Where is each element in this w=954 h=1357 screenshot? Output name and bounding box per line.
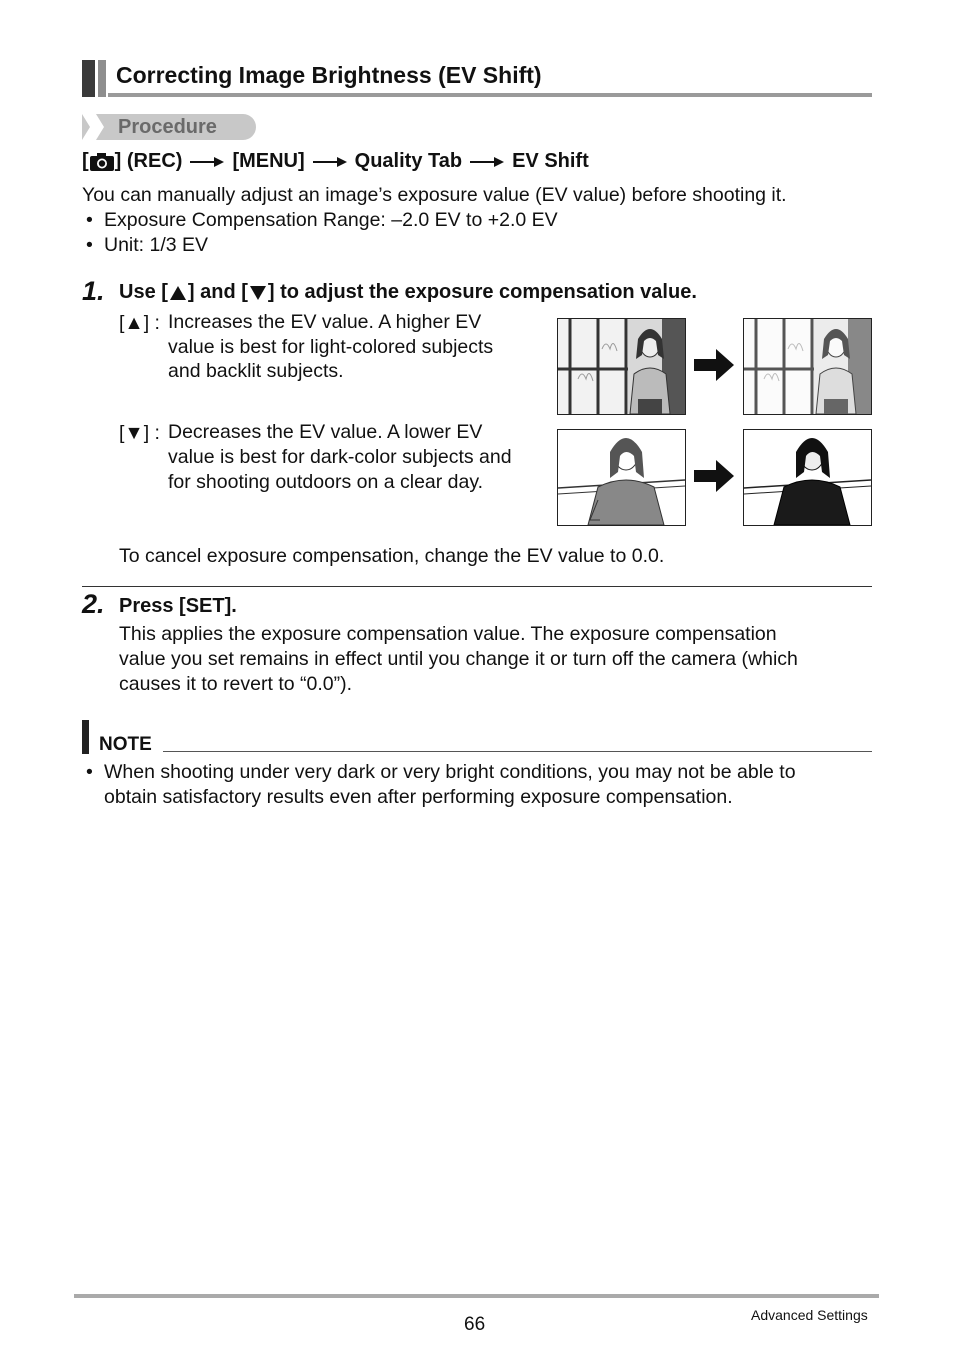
step2-line: value you set remains in effect until you change it or turn off the camera (which [119, 648, 798, 670]
down-triangle-icon [249, 285, 267, 301]
footer-section-name: Advanced Settings [751, 1307, 868, 1323]
photo-bright-after [743, 429, 872, 526]
step1-heading-pre: Use [ [119, 281, 168, 303]
menu-path [82, 150, 589, 173]
path-rec: ] (REC) [114, 150, 183, 172]
up-desc-line: value is best for light-colored subjects [168, 336, 494, 358]
step2-heading: Press [SET]. [119, 595, 237, 617]
note-bar [82, 720, 89, 754]
up-desc-line: and backlit subjects. [168, 360, 344, 382]
arrow-right-icon [694, 460, 734, 492]
step2-line: causes it to revert to “0.0”). [119, 673, 353, 695]
down-desc-line: value is best for dark-color subjects and [168, 446, 512, 468]
cancel-text: To cancel exposure compensation, change the EV value to 0.0. [119, 545, 665, 567]
path-bracket: [ [82, 150, 89, 172]
down-desc-line: Decreases the EV value. A lower EV [168, 421, 483, 443]
step-number: 1. [82, 276, 105, 306]
header-bar-dark [82, 60, 95, 97]
step1-heading [119, 281, 697, 304]
camera-icon [89, 152, 115, 172]
header-rule [108, 93, 872, 97]
arrow-right-icon [470, 155, 504, 169]
arrow-right-icon [694, 349, 734, 381]
step1-heading-mid: ] and [ [187, 281, 248, 303]
down-key-label: [▼] : [119, 422, 160, 444]
procedure-label: Procedure [118, 116, 217, 138]
path-ev-shift: EV Shift [512, 150, 589, 172]
header-bar-light [98, 60, 106, 97]
note-line: When shooting under very dark or very bright conditions, you may not be able to [104, 761, 796, 783]
up-triangle-icon [169, 285, 187, 301]
step2-line: This applies the exposure compensation value. The exposure compensation [119, 623, 777, 645]
path-quality-tab: Quality Tab [354, 150, 463, 172]
note-label: NOTE [99, 734, 152, 755]
arrow-right-icon [313, 155, 347, 169]
note-line: obtain satisfactory results even after performing exposure compensation. [104, 786, 733, 808]
photo-backlit-after [743, 318, 872, 415]
procedure-chevron-icon [82, 114, 106, 140]
up-desc-line: Increases the EV value. A higher EV [168, 311, 482, 333]
path-menu: [MENU] [232, 150, 305, 172]
photo-bright-before [557, 429, 686, 526]
intro-text: You can manually adjust an image’s exposure value (EV value) before shooting it. [82, 184, 787, 206]
step-number: 2. [82, 589, 105, 619]
bullet-dot: • [86, 761, 93, 783]
bullet-dot: • [86, 234, 93, 256]
note-rule [163, 751, 872, 752]
bullet-dot: • [86, 209, 93, 231]
down-desc-line: for shooting outdoors on a clear day. [168, 471, 484, 493]
intro-bullet: Exposure Compensation Range: –2.0 EV to +2.0 EV [104, 209, 558, 231]
photo-backlit-before [557, 318, 686, 415]
up-key-label: [▲] : [119, 312, 160, 334]
footer-rule [74, 1294, 879, 1298]
step1-heading-post: ] to adjust the exposure compensation value. [267, 281, 697, 303]
step-separator [82, 586, 872, 587]
arrow-right-icon [190, 155, 224, 169]
section-title: Correcting Image Brightness (EV Shift) [116, 62, 542, 88]
page-number: 66 [464, 1314, 486, 1335]
intro-bullet: Unit: 1/3 EV [104, 234, 209, 256]
